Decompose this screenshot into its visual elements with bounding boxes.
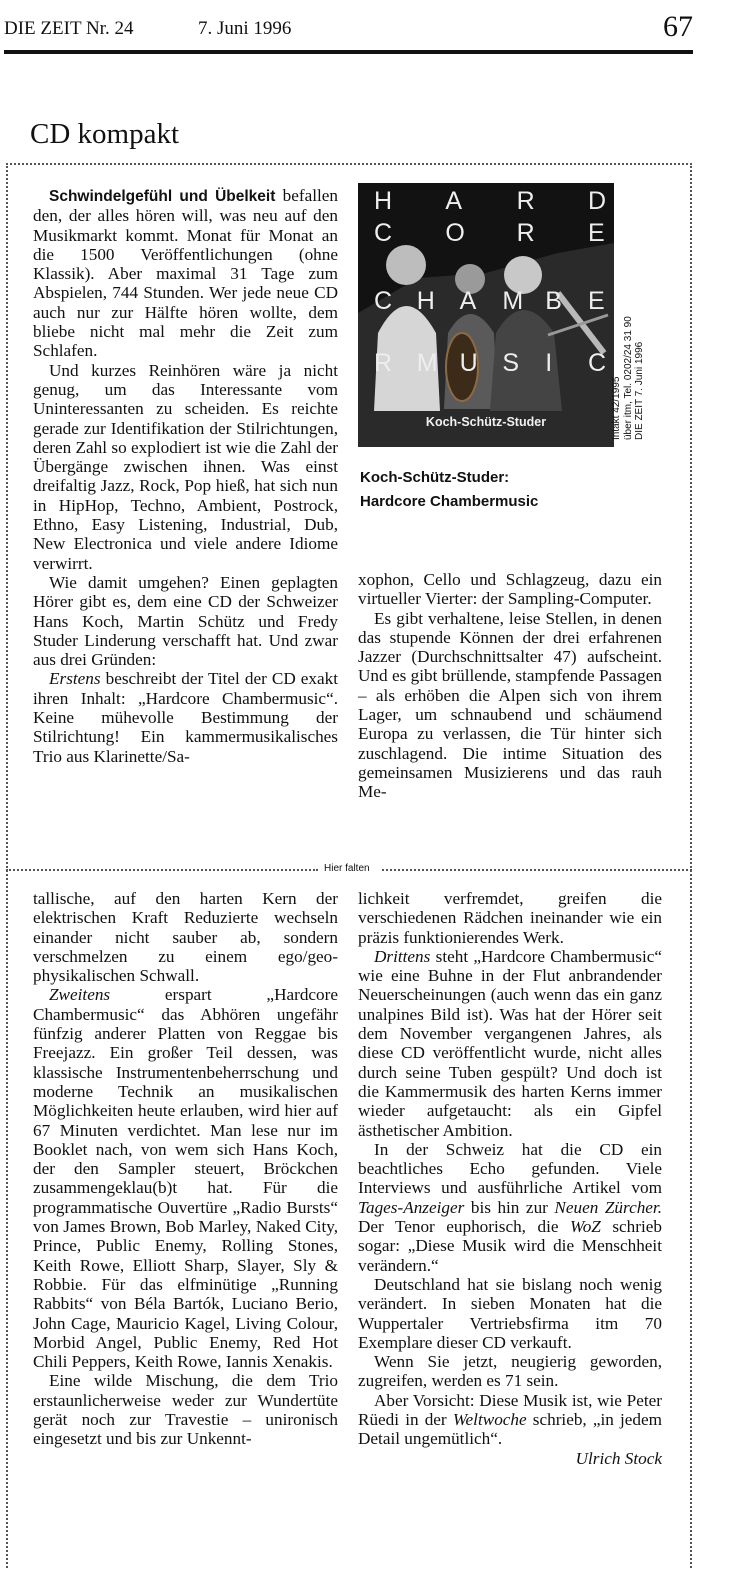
section-title: CD kompakt <box>30 118 180 150</box>
article-paragraph <box>33 889 338 985</box>
paragraph-text: schrieb, „in jedem Detail ungemütlich“. <box>358 1410 662 1449</box>
credit-line: über itm, Tel. 0202/24 31 90 <box>622 316 634 440</box>
paragraph-text: xophon, Cello und Schlagzeug, dazu ein virtueller Vierter: der Sampling-Computer. <box>358 570 662 609</box>
article-paragraph <box>358 609 662 802</box>
cover-title-letters <box>358 183 614 447</box>
header-rule <box>4 50 693 54</box>
issue-date: 7. Juni 1996 <box>198 18 292 39</box>
cover-letter: E <box>588 219 605 247</box>
author-signature: Ulrich Stock <box>575 1448 662 1468</box>
newspaper-name: DIE ZEIT Nr. 24 <box>4 18 134 39</box>
paragraph-text: befallen den, der alles hören will, was neu auf den Musikmarkt kommt. Monat für Monat an die 1500 Veröffentlichungen (ohne Klassik). Aber maximal 31 Tage zum Abspielen, 744 Stunden. Wer jede neue CD auch nur zur Hälfte hören wollte, dem bliebe nicht mal mehr die Zeit zum Schlafen. <box>33 186 338 361</box>
article-paragraph <box>358 1140 662 1275</box>
article-column-2-bottom <box>358 889 662 1468</box>
article-paragraph <box>33 186 338 361</box>
cover-letter: A <box>445 187 463 215</box>
emphasis: Erstens <box>49 669 101 689</box>
caption-line: Koch-Schütz-Studer: <box>360 469 510 486</box>
image-caption <box>360 466 538 514</box>
cover-letter: C <box>374 287 393 315</box>
cover-letter: R <box>516 187 535 215</box>
cover-letter: R <box>516 219 535 247</box>
article-column-2-top <box>358 570 662 802</box>
paragraph-text: beschreibt der Titel der CD exakt ihren Inhalt: „Hardcore Chambermusic“. Keine mühevolle Bestimmung der Stilrichtung! Ein kammermusikalisches Trio aus Klarinette/Sa- <box>33 669 338 766</box>
page-number: 67 <box>663 10 693 43</box>
paragraph-text: schrieb sogar: „Diese Musik wird die Menschheit verändern.“ <box>358 1217 662 1275</box>
paragraph-text: Deutschland hat sie bislang noch wenig verändert. In sieben Monaten hat die Wuppertaler Vertriebsfirma itm 70 Exemplare dieser CD verkauft. <box>358 1274 662 1352</box>
article-paragraph <box>33 669 338 765</box>
emphasis: WoZ <box>569 1217 601 1237</box>
cover-letter: S <box>502 349 520 377</box>
cover-letter: O <box>445 219 465 247</box>
article-paragraph <box>358 889 662 947</box>
cover-letter: R <box>374 349 393 377</box>
cover-letter: A <box>459 287 477 315</box>
paragraph-text: steht „Hardcore Chambermusic“ wie eine Buhne in der Flut anbrandender Neuerscheinungen (auch wenn das ein ganz unalpines Bild ist). Was hat der Hörer seit dem November vergangenen Jahres, als diese CD veröffentlicht wurde, nicht alles durch seine Tuben gespült? Und doch ist die Kammermusik des harten Kerns immer wieder aufgetaucht: als ein Gipfel ästhetischer Ambition. <box>358 946 662 1140</box>
cover-letter: D <box>588 187 607 215</box>
article-paragraph <box>358 570 662 609</box>
credit-line: Intakt 42/1995 <box>611 376 622 440</box>
article-paragraph <box>358 1275 662 1352</box>
credit-line: DIE ZEIT 7. Juni 1996 <box>634 341 645 440</box>
paragraph-text: Aber Vorsicht: Diese Musik ist, wie Peter Rüedi in der <box>358 1390 662 1430</box>
emphasis: Weltwoche <box>452 1410 527 1430</box>
article-paragraph <box>33 1371 338 1448</box>
photo-credit <box>611 316 646 440</box>
paragraph-text: tallische, auf den harten Kern der elektrischen Kraft Reduzierte wechseln einander nicht sauber ab, sondern verschmelzen zu einem ego/geo-physikalischen Schwall. <box>33 889 338 986</box>
cover-letter: E <box>588 287 605 315</box>
paragraph-text: Und kurzes Reinhören wäre ja nicht genug, um das Interessante vom Uninteressanten zu scheiden. Es reichte gerade zur Identifikation der Stilrichtungen, deren Zahl so explodiert ist wie die Zahl der Übergänge zwischen ihnen. Was einst dreifaltig Jazz, Rock, Pop hieß, hat sich nun in HipHop, Techno, Ambient, Postrock, Ethno, Easy Listening, Industrial, Dub, New Electronica und viele andere Idiome verwirrt. <box>33 360 338 573</box>
emphasis: Neuen Zürcher. <box>554 1197 662 1217</box>
article-column-1-bottom <box>33 889 338 1449</box>
cover-letter: C <box>374 219 393 247</box>
page-header <box>0 0 729 56</box>
article-column-1-top <box>33 186 338 766</box>
article-paragraph <box>33 985 338 1371</box>
paragraph-text: In der Schweiz hat die CD ein beachtliches Echo gefunden. Viele Interviews und ausführliche Artikel vom <box>358 1139 662 1198</box>
cover-artist-label: Koch-Schütz-Studer <box>425 415 547 429</box>
article-paragraph <box>358 1391 662 1449</box>
fold-line-right <box>382 869 692 871</box>
paragraph-text: Eine wilde Mischung, die dem Trio erstaunlicherweise weder zur Wundertüte gerät noch zur Travestie – unironisch eingesetzt und bis zur Unkennt- <box>33 1371 338 1449</box>
cover-letter: M <box>416 349 438 377</box>
paragraph-text: Wenn Sie jetzt, neugierig geworden, zugreifen, werden es 71 sein. <box>358 1352 662 1391</box>
left-dotted-rule <box>6 163 8 1568</box>
top-dotted-rule <box>6 163 692 165</box>
article-paragraph <box>33 361 338 573</box>
cover-letter: B <box>545 287 562 315</box>
lead-in: Schwindelgefühl und Übelkeit <box>49 188 276 205</box>
paragraph-text: Wie damit umgehen? Einen geplagten Hörer gibt es, dem eine CD der Schweizer Hans Koch, Martin Schütz und Fredy Studer Linderung verschafft hat. Und zwar aus drei Gründen: <box>33 572 338 670</box>
paragraph-text: lichkeit verfremdet, greifen die verschiedenen Rädchen ineinander wie ein präzis funktionierendes Werk. <box>358 889 662 947</box>
article-paragraph <box>358 947 662 1140</box>
cover-letter: H <box>374 187 393 215</box>
caption-line: Hardcore Chambermusic <box>360 493 539 510</box>
paragraph-text: Es gibt verhaltene, leise Stellen, in denen das stupende Können der drei erfahrenen Jazzer (Durchschnittsalter 47) aufscheint. Und es gibt brüllende, stampfende Passagen – als erhöben die Alpen sich von ihrem Lager, um schnaubend und schäumend Europa zu verlassen, die Tür hinter sich zuschlagend. Die intime Situation des gemeinsamen Musizierens und das rauh Me- <box>358 608 662 802</box>
paragraph-text: Der Tenor euphorisch, die <box>358 1217 570 1237</box>
right-dotted-rule <box>690 163 692 1568</box>
fold-line-left <box>6 869 318 871</box>
emphasis: Tages-Anzeiger <box>358 1197 465 1217</box>
cover-letter: H <box>416 287 435 315</box>
cover-letter: C <box>588 349 607 377</box>
cd-cover-image <box>358 183 614 447</box>
fold-label: Hier falten <box>324 863 370 874</box>
article-paragraph <box>358 1352 662 1391</box>
paragraph-text: erspart „Hardcore Chambermusic“ das Abhören ungefähr fünfzig anderer Platten von Reggae bis Freejazz. Ein großer Teil dessen, was klassische Instrumentenbeherrschung und moderne Technik an musikalischen Möglichkeiten heute erlauben, wird hier auf 67 Minuten verdichtet. Man lese nur im Booklet nach, von wem sich Hans Koch, der den Sampler steuert, Bröckchen zusammengeklau(b)t hat. Für die programmatische Ouvertüre „Radio Bursts“ von James Brown, Bob Marley, Naked City, Prince, Public Enemy, Rolling Stones, Keith Rowe, Elliott Sharp, Slayer, Sly & Robbie. Für das elfminütige „Running Rabbits“ von Béla Bartók, Luciano Berio, John Cage, Mauricio Kagel, Living Colour, Morbid Angel, Public Enemy, Red Hot Chili Peppers, Keith Rowe, Iannis Xenakis. <box>33 985 338 1372</box>
article-paragraph <box>33 573 338 669</box>
cover-letter: U <box>459 349 478 377</box>
cover-letter: I <box>545 349 553 377</box>
emphasis: Drittens <box>374 946 431 966</box>
paragraph-text: bis hin zur <box>464 1197 555 1217</box>
cover-letter: M <box>502 287 524 315</box>
emphasis: Zweitens <box>49 985 111 1005</box>
